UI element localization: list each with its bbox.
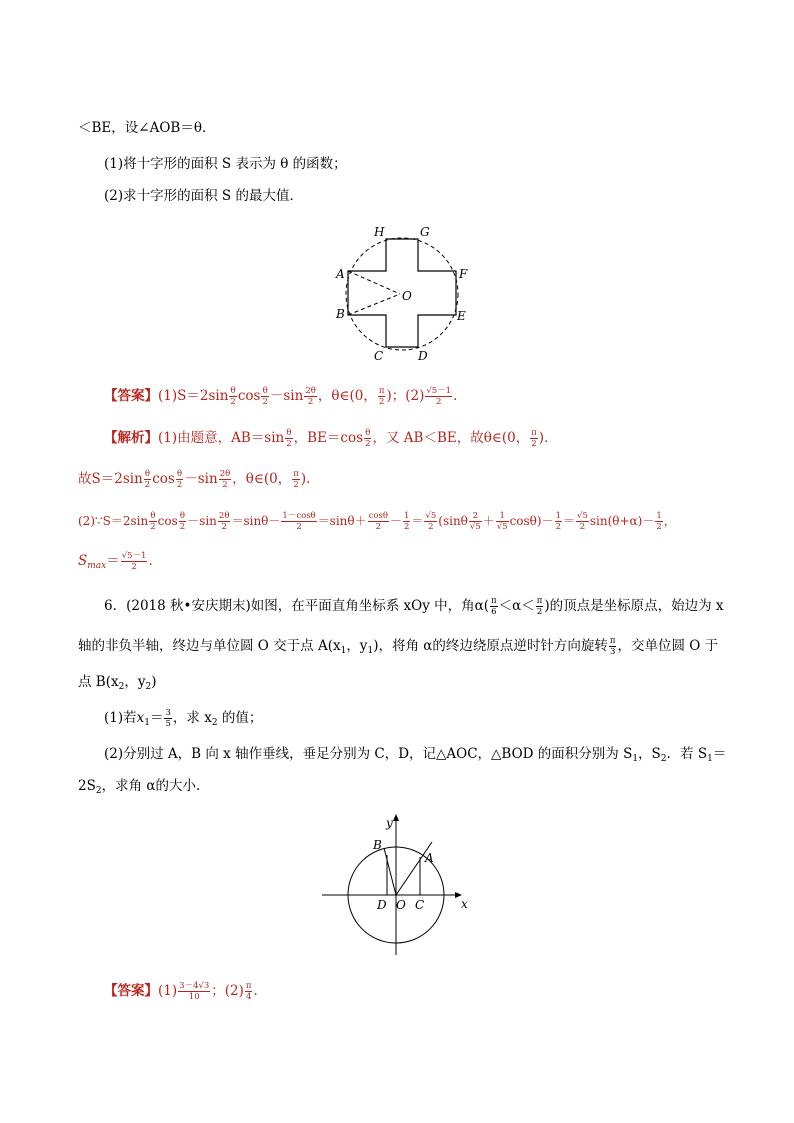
- problem-6-q2: (2)分别过 A，B 向 x 轴作垂线，垂足分别为 C，D，记△AOC，△BOD 的面积分别为 $S_1$，$S_2$．若 $S_1=$: [104, 746, 727, 764]
- condition-text: ＜BE，设∠AOB＝θ．: [78, 120, 216, 136]
- analysis-line-3: (2)∵S＝2sin $\frac{\theta}{2}$ cos $\frac{\theta}{2}$ －sin $\frac{2\theta}{2}$ ＝sinθ－ $\frac{1-\cos\theta}{2}$ ＝sinθ＋ $\frac{\cos\theta}{2}$ － $\frac{1}{2}$ ＝ $\frac{√5}{2}$ (sinθ $\frac{2}{√5}$ ＋ $\frac{1}{√5}$ cosθ)－ $\frac{1}{2}$ ＝ $\frac{√5}{2}$ sin(θ+α)－ $\frac{1}{2}$ ，: [78, 511, 676, 532]
- label-G: G: [420, 225, 430, 239]
- problem-6-line-2: 轴的非负半轴，终边与单位圆 O 交于点 $A(x_1$，$y_1$)，将角 α的终边绕原点逆时针方向旋转 $\frac{\pi}{3}$ ，交单位圆 O 于: [78, 636, 719, 657]
- question-2: (2)求十字形的面积 S 的最大值．: [104, 188, 303, 204]
- label-H: H: [374, 225, 385, 239]
- unit-circle-figure: [318, 810, 478, 960]
- label-F: F: [459, 267, 468, 281]
- problem-6-line-3: 点 $B(x_2$，$y_2$): [78, 674, 157, 692]
- label-C2: C: [415, 898, 425, 912]
- analysis-line-1: 【解析】(1)由题意，AB＝sin $\frac{\theta}{2}$ ，BE＝cos $\frac{\theta}{2}$ ，又 AB＜BE，故θ∈(0， $\frac{\pi}{2}$ )．: [104, 428, 558, 449]
- label-A: A: [336, 267, 345, 281]
- label-C: C: [374, 349, 384, 363]
- label-D: D: [418, 349, 428, 363]
- problem-6-q1: (1)若$x_1=$ $\frac{3}{5}$ ，求 $x_2$ 的值；: [104, 708, 263, 729]
- label-E: E: [457, 309, 466, 323]
- label-B: B: [336, 307, 345, 321]
- analysis-line-2: 故S＝2sin $\frac{\theta}{2}$ cos $\frac{\theta}{2}$ －sin $\frac{2\theta}{2}$ ，θ∈(0， $\frac{\pi}{2}$ )．: [78, 469, 320, 490]
- label-y: y: [386, 816, 393, 830]
- label-A2: A: [425, 851, 434, 865]
- analysis-smax: $S_{max}=$ $\frac{√5-1}{2}$ ．: [78, 551, 162, 572]
- label-O: O: [402, 289, 412, 303]
- cross-figure: [330, 220, 480, 365]
- label-x: x: [461, 897, 468, 911]
- label-O2: O: [396, 898, 406, 912]
- problem-6-line-1: 6．(2018 秋•安庆期末)如图，在平面直角坐标系 xOy 中，角α( $\frac{\pi}{6}$ ＜α＜ $\frac{\pi}{2}$ )的顶点是坐标原点，始边为 x: [104, 596, 724, 617]
- problem-6-q2-cont: $2S_2$，求角 α的大小．: [78, 778, 210, 796]
- label-B2: B: [373, 838, 382, 852]
- label-D2: D: [377, 898, 387, 912]
- answer-5: 【答案】(1)S＝2sin $\frac{\theta}{2}$ cos $\frac{\theta}{2}$ －sin $\frac{2\theta}{2}$ ，θ∈(0， $\frac{\pi}{2}$ )；(2) $\frac{√5-1}{2}$ ．: [104, 386, 467, 407]
- answer-6: 【答案】(1) $\frac{3-4√3}{10}$ ；(2) $\frac{\pi}{4}$ ．: [104, 981, 267, 1002]
- question-1: (1)将十字形的面积 S 表示为 θ 的函数；: [104, 156, 347, 172]
